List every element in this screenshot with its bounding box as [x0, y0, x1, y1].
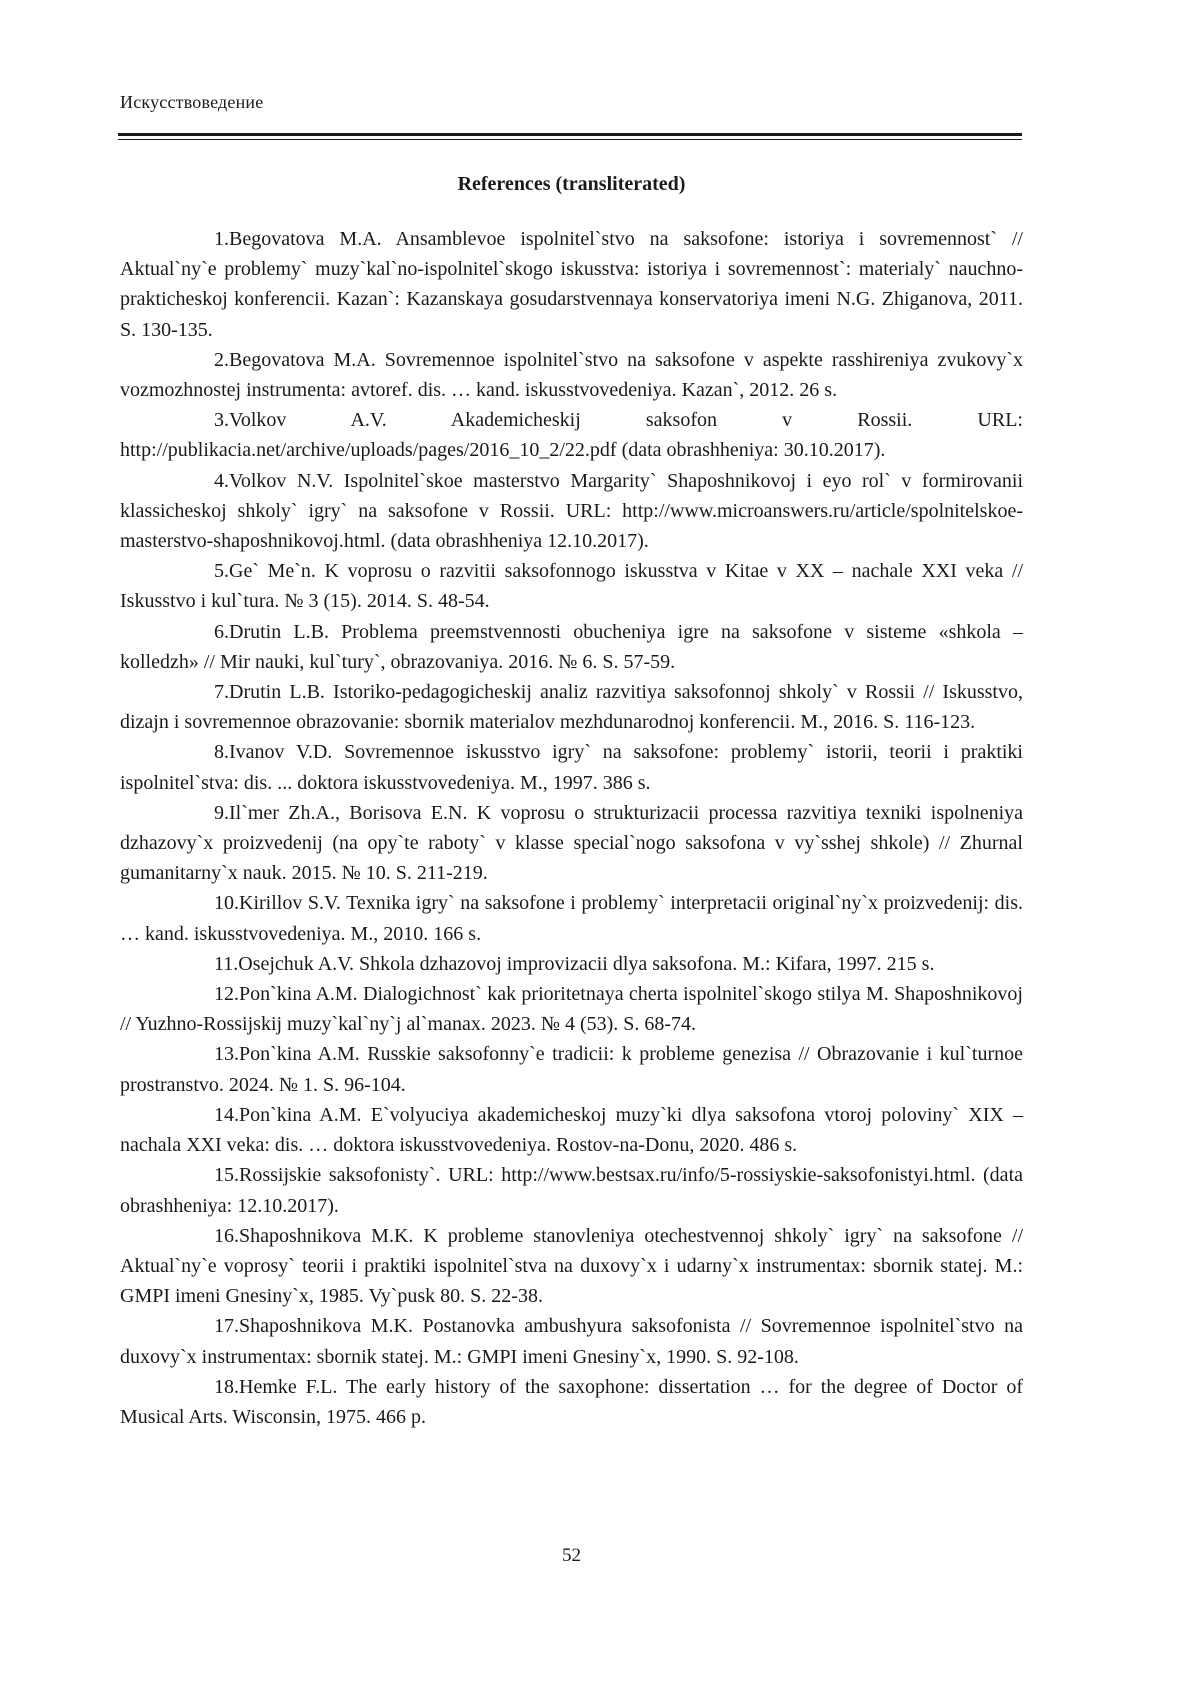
reference-number: 16. — [214, 1224, 239, 1247]
reference-number: 13. — [214, 1043, 239, 1066]
reference-text: Begovatova M.A. Ansamblevoe ispolnitel`stvo na saksofone: istoriya i sovremennost` // Aktual`ny`e problemy` muzy`kal`no-ispolnitel`skogo iskusstva: istoriya i sovremennost`: materialy` nauchno-prakticheskoj konferencii. Kazan`: Kazanskaya gosudarstvennaya konservatoriya imeni N.G. Zhiganova, 2011. S. 130-135. — [120, 228, 1023, 341]
reference-item — [120, 466, 1023, 557]
reference-number: 18. — [214, 1375, 239, 1398]
reference-number: 5. — [214, 560, 229, 583]
reference-text: Volkov N.V. Ispolnitel`skoe masterstvo Margarity` Shaposhnikovoj i eyo rol` v formirovanii klassicheskoj shkoly` igry` na saksofone v Rossii. URL: http://www.microanswers.ru/article/spolnitelskoe-masterstvo-shaposhnikovoj.html. (data obrashheniya 12.10.2017). — [120, 469, 1023, 553]
reference-text: Pon`kina A.M. Dialogichnost` kak prioritetnaya cherta ispolnitel`skogo stilya M. Shaposhnikovoj // Yuzhno-Rossijskij muzy`kal`ny`j al`manax. 2023. № 4 (53). S. 68-74. — [120, 983, 1023, 1036]
reference-number: 14. — [214, 1103, 239, 1126]
reference-text: Drutin L.B. Problema preemstvennosti obucheniya igre na saksofone v sisteme «shkola – kolledzh» // Mir nauki, kul`tury`, obrazovaniya. 2016. № 6. S. 57-59. — [120, 620, 1023, 673]
reference-item — [120, 677, 1023, 737]
reference-item — [120, 949, 1023, 979]
reference-item — [120, 798, 1023, 889]
reference-item — [120, 737, 1023, 797]
reference-text: Ivanov V.D. Sovremennoe iskusstvo igry` na saksofone: problemy` istorii, teorii i praktiki ispolnitel`stva: dis. ... doktora iskusstvovedeniya. M., 1997. 386 s. — [120, 741, 1023, 794]
reference-list — [120, 224, 1023, 1432]
reference-number: 15. — [214, 1164, 239, 1187]
reference-number: 12. — [214, 983, 239, 1006]
reference-item — [120, 979, 1023, 1039]
reference-text: Volkov A.V. Akademicheskij saksofon v Rossii. URL: http://publikacia.net/archive/uploads/pages/2016_10_2/22.pdf (data obrashheniya: 30.10.2017). — [120, 409, 1023, 462]
reference-item — [120, 1160, 1023, 1220]
reference-number: 2. — [214, 348, 229, 371]
reference-text: Begovatova M.A. Sovremennoe ispolnitel`stvo na saksofone v aspekte rasshireniya zvukovy`x vozmozhnostej instrumenta: avtoref. dis. … kand. iskusstvovedeniya. Kazan`, 2012. 26 s. — [120, 348, 1023, 402]
reference-item — [120, 617, 1023, 677]
reference-item — [120, 1372, 1023, 1432]
header-rule-thin — [118, 139, 1022, 140]
reference-item — [120, 1039, 1023, 1099]
reference-item — [120, 1311, 1023, 1371]
reference-number: 17. — [214, 1315, 239, 1338]
running-head-title: Искусствоведение — [120, 92, 264, 112]
reference-number: 7. — [214, 681, 229, 704]
reference-item — [120, 345, 1023, 405]
reference-text: Ge` Me`n. K voprosu o razvitii saksofonnogo iskusstva v Kitae v XX – nachale XXI veka // Iskusstvo i kul`tura. № 3 (15). 2014. S. 48-54. — [120, 560, 1023, 613]
reference-item — [120, 405, 1023, 465]
reference-text: Drutin L.B. Istoriko-pedagogicheskij analiz razvitiya saksofonnoj shkoly` v Rossii // Iskusstvo, dizajn i sovremennoe obrazovanie: sbornik materialov mezhdunarodnoj konferencii. M., 2016. S. 116-123. — [120, 681, 1023, 734]
reference-number: 4. — [214, 469, 229, 492]
reference-text: Osejchuk A.V. Shkola dzhazovoj improvizacii dlya saksofona. M.: Kifara, 1997. 215 s. — [238, 952, 935, 975]
page-number: 52 — [562, 1545, 581, 1566]
reference-number: 6. — [214, 620, 229, 643]
section-title: References (transliterated) — [457, 173, 686, 195]
reference-item — [120, 556, 1023, 616]
reference-text: Il`mer Zh.A., Borisova E.N. K voprosu o strukturizacii processa razvitiya texniki ispolneniya dzhazovy`x proizvedenij (na opy`te raboty` v klasse special`nogo saksofona v vy`sshej shkole) // Zhurnal gumanitarny`x nauk. 2015. № 10. S. 211-219. — [120, 801, 1023, 885]
reference-number: 8. — [214, 741, 229, 764]
reference-number: 3. — [214, 409, 229, 432]
reference-text: Pon`kina A.M. E`volyuciya akademicheskoj muzy`ki dlya saksofona vtoroj poloviny` XIX – nachala XXI veka: dis. … doktora iskusstvovedeniya. Rostov-na-Donu, 2020. 486 s. — [120, 1103, 1023, 1157]
reference-number: 9. — [214, 801, 229, 824]
reference-text: Shaposhnikova M.K. K probleme stanovleniya otechestvennoj shkoly` igry` na saksofone // Aktual`ny`e voprosy` teorii i praktiki ispolnitel`stva na duxovy`x i udarny`x instrumentax: sbornik statej. M.: GMPI imeni Gnesiny`x, 1985. Vy`pusk 80. S. 22-38. — [120, 1224, 1023, 1308]
reference-number: 10. — [214, 892, 239, 915]
reference-text: Shaposhnikova M.K. Postanovka ambushyura saksofonista // Sovremennoe ispolnitel`stvo na duxovy`x instrumentax: sbornik statej. M.: GMPI imeni Gnesiny`x, 1990. S. 92-108. — [120, 1315, 1023, 1368]
reference-number: 1. — [214, 228, 229, 250]
reference-item — [120, 1100, 1023, 1160]
reference-item — [120, 888, 1023, 948]
reference-text: Rossijskie saksofonisty`. URL: http://www.bestsax.ru/info/5-rossiyskie-saksofonistyi.html. (data obrashheniya: 12.10.2017). — [120, 1164, 1023, 1217]
reference-text: Kirillov S.V. Texnika igry` na saksofone i problemy` interpretacii original`ny`x proizvedenij: dis. … kand. iskusstvovedeniya. M., 2010. 166 s. — [120, 892, 1023, 945]
reference-text: Pon`kina A.M. Russkie saksofonny`e tradicii: k probleme genezisa // Obrazovanie i kul`turnoe prostranstvo. 2024. № 1. S. 96-104. — [120, 1043, 1023, 1096]
header-rule-thick — [118, 133, 1022, 136]
reference-number: 11. — [214, 952, 239, 975]
reference-item — [120, 224, 1023, 345]
reference-item — [120, 1221, 1023, 1312]
reference-text: Hemke F.L. The early history of the saxophone: dissertation … for the degree of Doctor of Musical Arts. Wisconsin, 1975. 466 p. — [120, 1375, 1023, 1428]
